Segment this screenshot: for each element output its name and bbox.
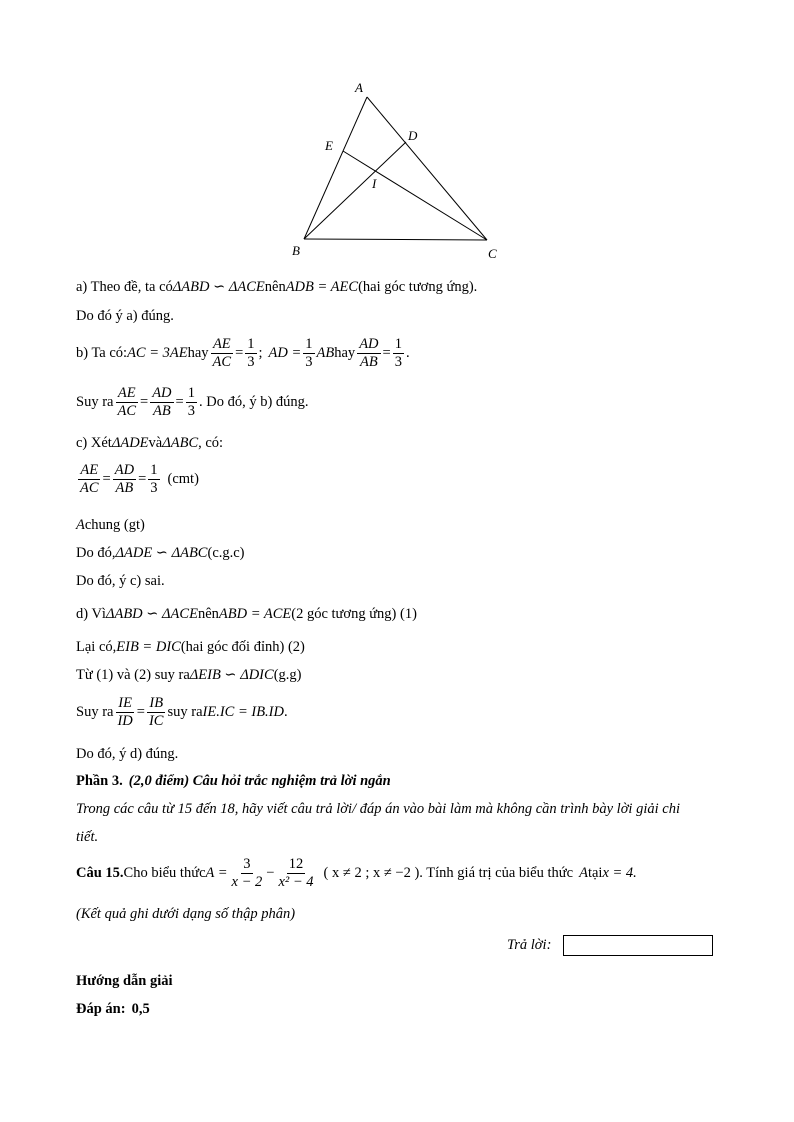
segment-ce [343, 151, 487, 240]
question-15: Câu 15. Cho biểu thức A = $\frac{3}{x - 2}$ − $\frac{12}{\text{x² − 4}}$ ( x ≠ 2 ; x ≠ −2 ). Tính giá trị của biểu thức A tại x = 4. [76, 856, 637, 890]
part-b-line: b) Ta có: AC = 3AE hay $\frac{AE}{AC}$ = $\frac{1}{3}$ ; AD = $\frac{1}{3}$ AB hay $\frac{AD}{AB}$ = $\frac{1}{3}$ . [76, 336, 410, 370]
part-a-conclusion: Do đó ý a) đúng. [76, 308, 174, 324]
part-d-line3: Từ (1) và (2) suy ra ΔEIB ∽ ΔDIC (g.g) [76, 667, 302, 683]
part-c-conclusion: Do đó, ý c) sai. [76, 573, 165, 589]
segment-ac [367, 97, 487, 240]
segment-ab [304, 97, 367, 239]
segment-bc [304, 239, 487, 240]
part-d-line1: d) Vì ΔABD ∽ ΔACE nên ABD = ACE (2 góc tương ứng) (1) [76, 606, 417, 622]
section3-heading: Phần 3. (2,0 điểm) Câu hỏi trắc nghiệm trả lời ngắn [76, 773, 391, 789]
section3-instruction-1: Trong các câu từ 15 đến 18, hãy viết câu trả lời/ đáp án vào bài làm mà không cần trình bày lời giải chi [76, 801, 680, 817]
question-15-note: (Kết quả ghi dưới dạng số thập phân) [76, 906, 296, 922]
part-a-line: a) Theo đề, ta có ΔABD ∽ ΔACE nên ADB = AEC (hai góc tương ứng). [76, 279, 478, 295]
segment-bd [304, 142, 406, 239]
label-a: A [355, 80, 363, 95]
solution-heading: Hướng dẫn giải [76, 973, 173, 989]
part-d-line2: Lại có, EIB = DIC (hai góc đối đỉnh) (2) [76, 639, 305, 655]
label-i: I [372, 176, 377, 191]
part-c-angle: A chung (gt) [76, 517, 145, 533]
answer-label: Trả lời: [507, 937, 552, 953]
part-c-similar: Do đó, ΔADE ∽ ΔABC (c.g.c) [76, 545, 245, 561]
label-d: D [408, 128, 418, 143]
label-e: E [325, 138, 333, 153]
part-c-line: c) Xét ΔADE và ΔABC , có: [76, 435, 224, 451]
part-b-conclusion: Suy ra $\frac{AE}{AC}$ = $\frac{AD}{AB}$ = $\frac{1}{3}$ . Do đó, ý b) đúng. [76, 385, 309, 419]
part-d-conclusion: Do đó, ý d) đúng. [76, 746, 179, 762]
part-d-line4: Suy ra $\frac{IE}{ID}$ = $\frac{IB}{IC}$ suy ra IE.IC = IB.ID . [76, 695, 288, 729]
answer-box[interactable] [563, 935, 713, 956]
triangle-figure [280, 75, 510, 265]
section3-instruction-2: tiết. [76, 829, 99, 845]
answer-line: Đáp án: 0,5 [76, 1001, 150, 1017]
label-c: C [488, 246, 497, 261]
label-b: B [292, 243, 300, 258]
part-c-ratio: $\frac{AE}{AC}$ = $\frac{AD}{AB}$ = $\frac{1}{3}$ (cmt) [80, 462, 199, 496]
